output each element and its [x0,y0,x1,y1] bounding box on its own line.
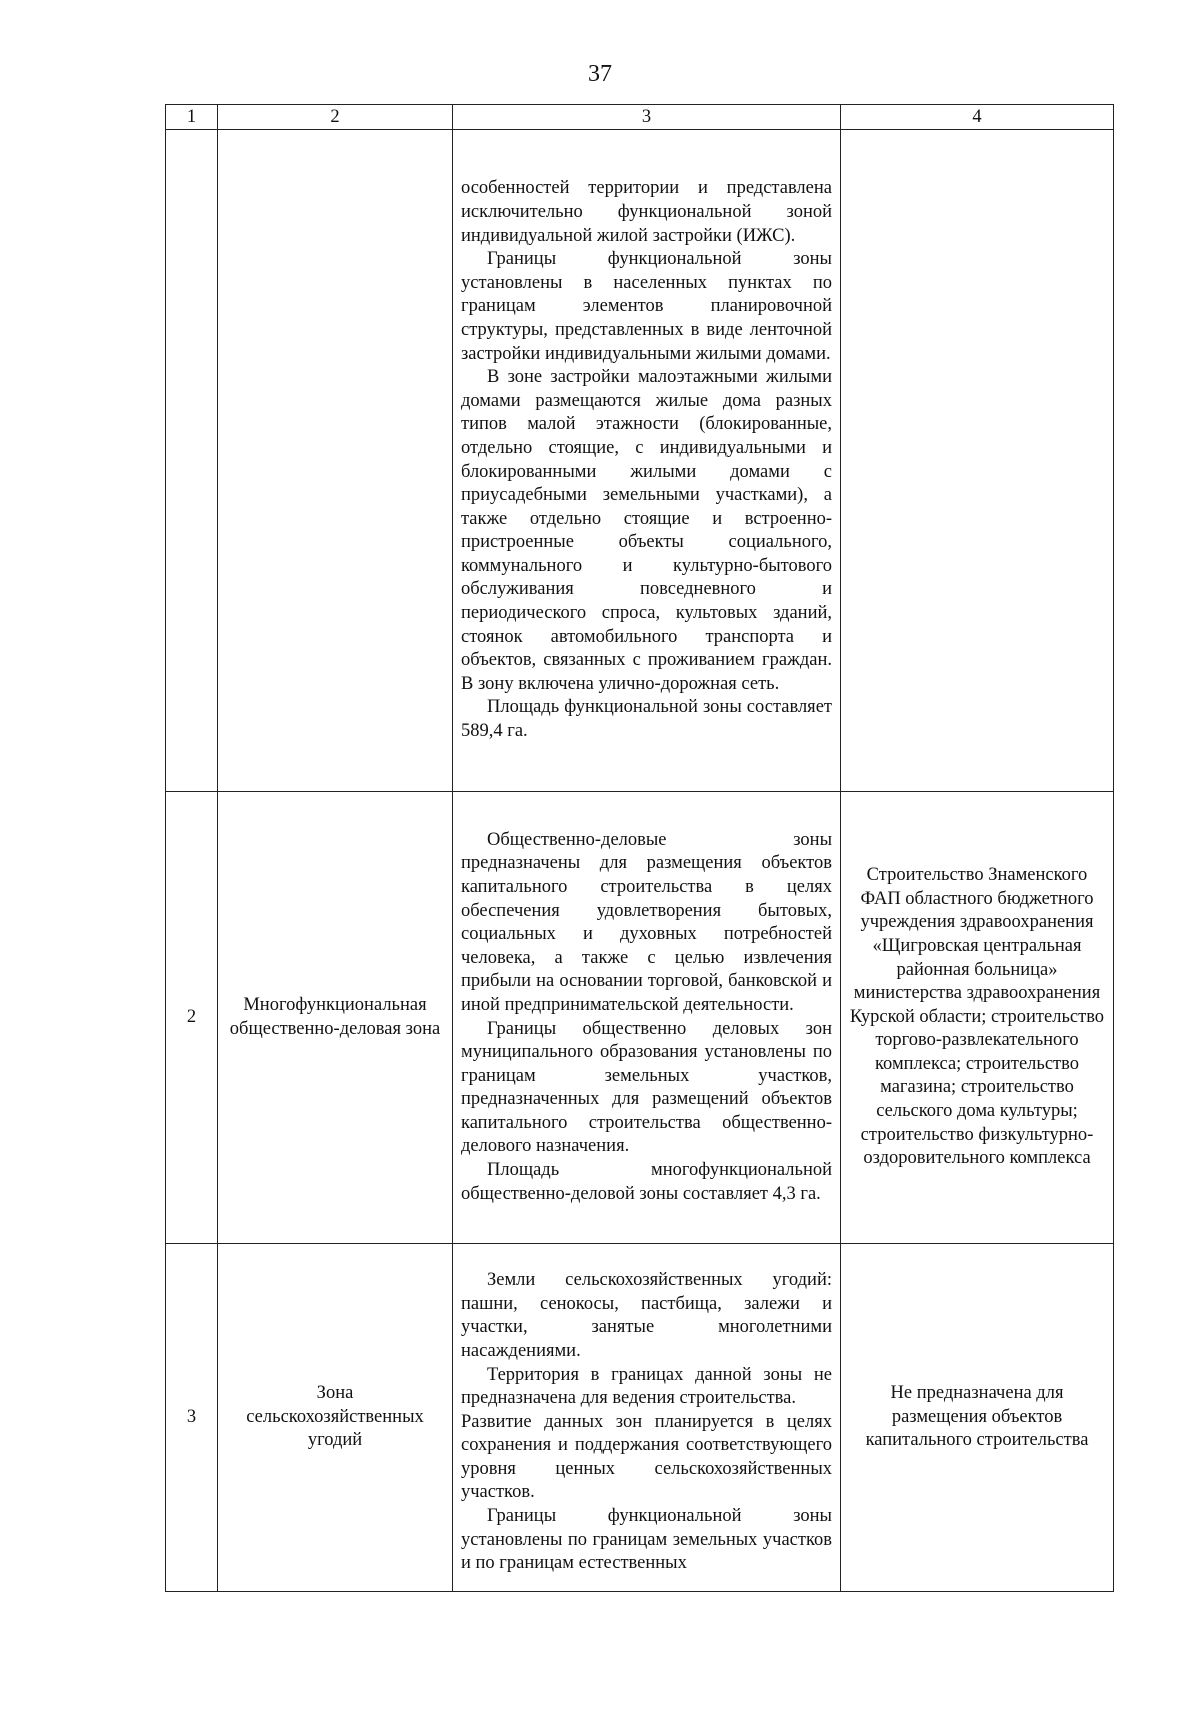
table-row [166,792,1114,1244]
row-number [166,130,218,792]
zones-table [165,104,1114,1592]
table-row [166,130,1114,792]
description-paragraph: Развитие данных зон планируется в целях сохранения и поддержания соответствующего уровня ценных сельскохозяйственных участков. [461,1411,832,1503]
zone-description [453,130,841,792]
column-header-4: 4 [841,105,1114,130]
table-row [166,1244,1114,1592]
table-header-row [166,105,1114,130]
description-paragraph: Земли сельскохозяйственных угодий: пашни, сенокосы, пастбища, залежи и участки, занятые многолетними насаждениями. [461,1270,832,1361]
column-header-3: 3 [453,105,841,130]
row-number: 3 [166,1244,218,1592]
zone-notes [841,130,1114,792]
zone-notes: Не предназначена для размещения объектов капитального строительства [841,1244,1114,1592]
description-paragraph: особенностей территории и представлена исключительно функциональной зоной индивидуальной жилой застройки (ИЖС). [461,178,832,246]
description-paragraph: Границы общественно деловых зон муниципального образования установлены по границам земельных участков, предназначенных для размещений объектов капитального строительства общественно-делового назначения. [461,1018,832,1157]
zone-name [218,130,453,792]
zone-description [453,1244,841,1592]
description-paragraph: В зоне застройки малоэтажными жилыми домами размещаются жилые дома разных типов малой этажности (блокированные, отдельно стоящие, с индивидуальными и блокированными жилыми домами с приусадебными земельными участками), а также отдельно стоящие и встроенно-пристроенные объекты социального, коммунального и культурно-бытового обслуживания повседневного и периодического спроса, культовых зданий, стоянок автомобильного транспорта и объектов, связанных с проживанием граждан. В зону включена улично-дорожная сеть. [461,367,832,694]
zone-notes: Строительство Знаменского ФАП областного бюджетного учреждения здравоохранения «Щигровская центральная районная больница» министерства здравоохранения Курской области; строительство торгово-развлекательного комплекса; строительство магазина; строительство сельского дома культуры; строительство физкультурно-оздоровительного комплекса [841,792,1114,1244]
row-number: 2 [166,792,218,1244]
description-paragraph: Территория в границах данной зоны не предназначена для ведения строительства. [461,1364,832,1409]
column-header-1: 1 [166,105,218,130]
description-paragraph: Площадь функциональной зоны составляет 589,4 га. [461,697,832,742]
page-number: 37 [588,61,612,87]
description-paragraph: Границы функциональной зоны установлены по границам земельных участков и по границам естественных [461,1506,832,1574]
zone-name: Многофункциональная общественно-деловая зона [218,792,453,1244]
description-paragraph: Площадь многофункциональной общественно-деловой зоны составляет 4,3 га. [461,1160,832,1204]
zone-description [453,792,841,1244]
column-header-2: 2 [218,105,453,130]
description-paragraph: Границы функциональной зоны установлены в населенных пунктах по границам элементов планировочной структуры, представленных в виде ленточной застройки индивидуальными жилыми домами. [461,249,832,364]
zone-name: Зона сельскохозяйственных угодий [218,1244,453,1592]
description-paragraph: Общественно-деловые зоны предназначены для размещения объектов капитального строительства в целях обеспечения удовлетворения бытовых, социальных и духовных потребностей человека, а также с целью извлечения прибыли на основании торговой, банковской и иной предпринимательской деятельности. [461,829,832,1015]
